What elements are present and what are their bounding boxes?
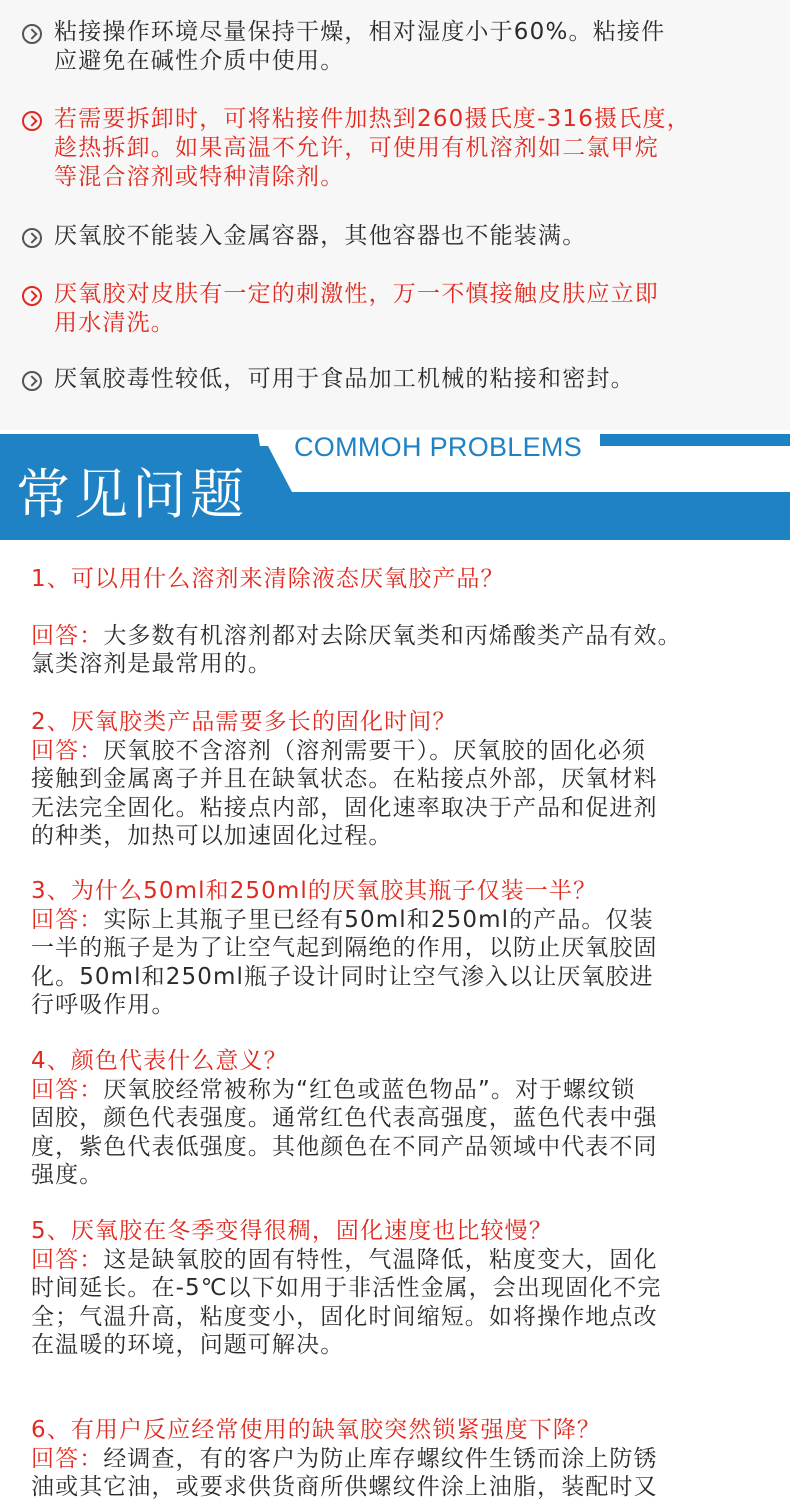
note-item	[22, 280, 772, 338]
answer-line: 一半的瓶子是为了让空气起到隔绝的作用，以防止厌氧胶固	[31, 935, 658, 961]
answer-line: 接触到金属离子并且在缺氧状态。在粘接点外部，厌氧材料	[31, 766, 658, 792]
answer-label: 回答：	[31, 737, 104, 764]
chevron-circle-icon	[22, 111, 42, 131]
note-line: 若需要拆卸时，可将粘接件加热到260摄氏度-316摄氏度，	[54, 106, 691, 132]
answer-line: 氯类溶剂是最常用的。	[31, 651, 272, 677]
faq-item	[31, 565, 771, 679]
note-text	[48, 222, 586, 251]
section-subtitle: COMMOH PROBLEMS	[294, 432, 583, 462]
answer-line: 强度。	[31, 1162, 104, 1188]
faq-item	[31, 1416, 771, 1502]
answer-line: 的种类，加热可以加速固化过程。	[31, 823, 393, 849]
note-line: 用水清洗。	[54, 310, 175, 336]
note-line: 粘接操作环境尽量保持干燥，相对湿度小于60%。粘接件	[54, 19, 666, 45]
note-text	[48, 280, 659, 338]
note-line: 等混合溶剂或特种清除剂。	[54, 164, 345, 190]
answer-line: 厌氧胶不含溶剂（溶剂需要干）。厌氧胶的固化必须	[103, 737, 647, 764]
faq-question: 1、可以用什么溶剂来清除液态厌氧胶产品？	[31, 566, 505, 592]
note-line: 应避免在碱性介质中使用。	[54, 48, 345, 74]
faq-item	[31, 708, 771, 851]
chevron-circle-icon	[22, 371, 42, 391]
section-title: 常见问题	[16, 463, 248, 526]
answer-line: 化。50ml和250ml瓶子设计同时让空气渗入以让厌氧胶进	[31, 963, 654, 990]
faq-item	[31, 1217, 771, 1360]
faq-question: 5、厌氧胶在冬季变得很稠，固化速度也比较慢？	[31, 1218, 553, 1244]
chevron-circle-icon	[22, 24, 42, 44]
note-line: 趁热拆卸。如果高温不允许，可使用有机溶剂如二氯甲烷	[54, 135, 659, 161]
note-line: 厌氧胶毒性较低，可用于食品加工机械的粘接和密封。	[54, 366, 635, 392]
answer-label: 回答：	[31, 622, 104, 649]
note-text	[48, 18, 665, 76]
faq-item	[31, 877, 771, 1020]
faq-answer	[31, 622, 771, 651]
faq-answer	[31, 737, 771, 766]
faq-question: 2、厌氧胶类产品需要多长的固化时间？	[31, 709, 457, 735]
answer-line: 实际上其瓶子里已经有50ml和250ml的产品。仅装	[103, 906, 654, 933]
note-text	[48, 105, 691, 192]
note-line: 厌氧胶对皮肤有一定的刺激性，万一不慎接触皮肤应立即	[54, 281, 659, 307]
chevron-circle-icon	[22, 228, 42, 248]
faq-item	[31, 1047, 771, 1190]
answer-line: 度，紫色代表低强度。其他颜色在不同产品领域中代表不同	[31, 1133, 658, 1160]
answer-label: 回答：	[31, 1246, 104, 1273]
chevron-circle-icon	[22, 286, 42, 306]
note-item	[22, 18, 772, 76]
faq-list	[0, 540, 790, 1500]
answer-line: 无法完全固化。粘接点内部，固化速率取决于产品和促进剂	[31, 794, 658, 821]
answer-line: 大多数有机溶剂都对去除厌氧类和丙烯酸类产品有效。	[103, 622, 682, 649]
faq-answer	[31, 1246, 771, 1275]
note-line: 厌氧胶不能装入金属容器，其他容器也不能装满。	[54, 223, 587, 249]
answer-line: 在温暖的环境，问题可解决。	[31, 1332, 345, 1358]
answer-line: 时间延长。在-5℃以下如用于非活性金属，会出现固化不完	[31, 1275, 662, 1301]
faq-answer	[31, 906, 771, 935]
answer-line: 全；气温升高，粘度变小，固化时间缩短。如将操作地点改	[31, 1303, 658, 1330]
answer-line: 经调查，有的客户为防止库存螺纹件生锈而涂上防锈	[103, 1445, 658, 1472]
faq-answer	[31, 1076, 771, 1105]
answer-line: 这是缺氧胶的固有特性，气温降低，粘度变大，固化	[103, 1246, 658, 1273]
answer-label: 回答：	[31, 1076, 104, 1103]
answer-label: 回答：	[31, 906, 104, 933]
note-item	[22, 365, 772, 394]
answer-line: 厌氧胶经常被称为“红色或蓝色物品”。对于螺纹锁	[103, 1076, 636, 1103]
answer-line: 油或其它油，或要求供货商所供螺纹件涂上油脂，装配时又	[31, 1474, 658, 1500]
answer-line: 行呼吸作用。	[31, 992, 176, 1018]
usage-notes	[0, 0, 790, 430]
answer-label: 回答：	[31, 1445, 104, 1472]
faq-answer	[31, 1445, 771, 1474]
note-item	[22, 222, 772, 251]
section-banner	[0, 430, 790, 540]
faq-question: 6、有用户反应经常使用的缺氧胶突然锁紧强度下降？	[31, 1417, 602, 1443]
answer-line: 固胶，颜色代表强度。通常红色代表高强度，蓝色代表中强	[31, 1105, 658, 1131]
note-item	[22, 105, 772, 192]
faq-question: 4、颜色代表什么意义？	[31, 1048, 288, 1074]
note-text	[48, 365, 635, 394]
faq-question: 3、为什么50ml和250ml的厌氧胶其瓶子仅装一半？	[31, 878, 598, 904]
